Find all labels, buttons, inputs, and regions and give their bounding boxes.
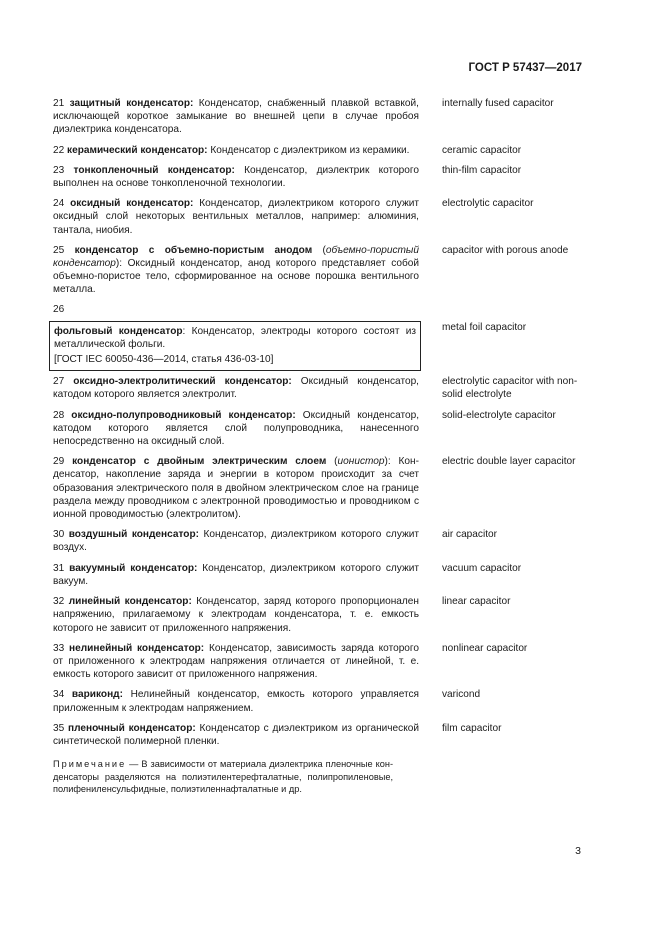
term-entry [53, 197, 584, 237]
term-number: 30 [53, 529, 65, 541]
term-name: воздушный конденсатор: [68, 529, 199, 541]
term-definition: : Конденсатор, электроды которого состоят из металлической фольги. [54, 325, 416, 350]
term-english: vacuum capacitor [442, 562, 522, 574]
term-number: 25 [53, 244, 65, 256]
term-english: electrolytic capacitor with non-solid electrolyte [442, 376, 578, 401]
term-number: 34 [53, 689, 65, 701]
term-english: air capacitor [442, 529, 497, 541]
term-entry: 29 конденсатор с двойным электрическим слоем (ионистор): Конденсатор, накопление заряда и энергии в котором происходит за счет образования электрического поля в двойном электрическом слое на границе раздела между проводником с электронной проводимостью и проводником с ионной проводимостью (электролитом). electric double layer capacitor [53, 455, 584, 521]
term-number: 33 [53, 642, 65, 654]
term-name: нелинейный конденсатор: [69, 642, 205, 654]
note [53, 758, 393, 795]
term-name: оксидный конденсатор: [70, 198, 194, 210]
note-text: — В зависимости от материала диэлектрика пленочные конденсаторы разделяются на полиэтилентерефталатные, полипропиленовые, полифениленсульфидные, полиэтиленнафталатные и др. [53, 759, 393, 794]
term-definition: Конденсатор с диэлектриком из органической синтетической полимерной пленки. [53, 722, 419, 747]
term-definition: Конденсатор с диэлектриком из керамики. [207, 144, 410, 156]
term-number: 31 [53, 562, 65, 574]
term-english: electric double layer capacitor [442, 456, 576, 468]
term-name: оксидно-полупроводниковый конденсатор: [71, 409, 296, 421]
term-name: керамический конденсатор: [67, 144, 208, 156]
term-entry [53, 562, 584, 588]
source-reference: [ГОСТ IEC 60050-436—2014, статья 436-03-10] [54, 354, 274, 366]
term-english: internally fused capacitor [442, 98, 554, 109]
term-definition: Конденсатор, зависимость заряда которого от приложенного к электродам напряжения отличается от линейной, т. е. емкость которого зависит от приложенного напряжения. [53, 642, 419, 681]
term-number: 24 [53, 198, 65, 210]
term-name: конденсатор с объемно-пористым анодом [74, 244, 313, 256]
term-entry [53, 144, 584, 157]
term-english: linear capacitor [442, 596, 511, 608]
term-number: 29 [53, 456, 65, 468]
term-name: конденсатор с двойным электрическим слоем [72, 456, 327, 468]
term-number: 22 [53, 144, 65, 156]
document-header: ГОСТ Р 57437—2017 [468, 62, 582, 74]
term-entry-26 [53, 304, 584, 376]
term-number: 28 [53, 409, 65, 421]
term-synonym: объемно-пористый конденсатор [53, 244, 419, 270]
term-number: 32 [53, 596, 65, 608]
term-english: electrolytic capacitor [442, 198, 534, 210]
term-definition: ): Оксидный конденсатор, анод которого представляет собой объемно-пористое тело, сформированное на основе порошка вентильного металла. [53, 258, 419, 296]
term-number: 23 [53, 164, 65, 176]
term-english: ceramic capacitor [442, 144, 522, 156]
term-definition: ): Конденсатор, накопление заряда и энергии в котором происходит за счет образования электрического поля в двойном электрическом слое на границе раздела между проводником с электронной проводимостью и проводником с ионной проводимостью (электролитом). [53, 456, 419, 521]
term-name: линейный конденсатор: [68, 596, 192, 608]
term-definition: Конденсатор, диэлектриком которого служит воздух. [53, 529, 419, 554]
term-english: thin-film capacitor [442, 164, 522, 176]
term-english: film capacitor [442, 722, 502, 734]
term-definition: Конденсатор, диэлектриком которого служит вакуум. [53, 562, 419, 587]
term-entry [53, 722, 584, 748]
terms-list [53, 97, 584, 795]
term-entry [53, 688, 584, 714]
term-definition: Конденсатор, заряд которого пропорционален напряжению, прилагаемому к электродам конденсатора, т. е. емкость которого не зависит от приложенного напряжения. [53, 596, 419, 634]
term-entry [53, 642, 584, 682]
term-definition: Оксидный конденсатор, катодом которого является слой полупроводника, нанесенного непосредственно на оксидный слой. [53, 409, 420, 448]
term-english: solid-electrolyte capacitor [442, 409, 556, 421]
boxed-definition [49, 321, 421, 372]
term-name: пленочный конденсатор: [68, 722, 196, 734]
page-number: 3 [575, 845, 581, 857]
term-entry [53, 164, 584, 190]
term-definition: Конденсатор, диэлектрик которого выполнен на основе тонкопленочной технологии. [53, 164, 419, 190]
term-number: 27 [53, 376, 65, 388]
term-definition: Конденсатор, снабженный плавкой вставкой, исключающей короткое замыкание во внешней цепи в случае пробоя диэлектрика конденсатора. [53, 98, 419, 136]
term-name: тонкопленочный конденсатор: [73, 164, 235, 176]
term-synonym: ионистор [337, 456, 385, 468]
term-number: 21 [53, 98, 65, 109]
term-definition: Оксидный конденсатор, катодом которого является электролит. [53, 376, 419, 401]
term-name: защитный конденсатор: [69, 98, 194, 109]
term-english: capacitor with porous anode [442, 244, 569, 256]
term-definition: Нелинейный конденсатор, емкость которого управляется приложенным к электродам напряжением. [53, 689, 419, 714]
note-label: Примечание [53, 759, 127, 770]
term-english: nonlinear capacitor [442, 642, 528, 654]
term-name: вакуумный конденсатор: [69, 562, 198, 574]
term-name: оксидно-электролитический конденсатор: [73, 376, 292, 388]
term-entry [53, 528, 584, 554]
term-number: 26 [53, 303, 65, 315]
term-english: metal foil capacitor [442, 321, 527, 333]
term-name: вариконд: [71, 689, 123, 701]
term-entry: 25 конденсатор с объемно-пористым анодом (объемно-пористый конденсатор): Оксидный конденсатор, анод которого представляет собой объемно-пористое тело, сформированное на основе порошка вентильного металла. capacitor with porous anode [53, 244, 584, 297]
term-entry [53, 409, 584, 449]
term-name: фольговый конденсатор [54, 325, 183, 337]
term-definition: Конденсатор, диэлектриком которого служит оксидный слой некоторых вентильных металлов, например: алюминия, тантала, ниобия. [53, 198, 419, 236]
term-number: 35 [53, 722, 65, 734]
term-entry [53, 375, 584, 401]
term-entry [53, 595, 584, 635]
term-entry [53, 97, 584, 137]
term-english: varicond [442, 689, 481, 701]
